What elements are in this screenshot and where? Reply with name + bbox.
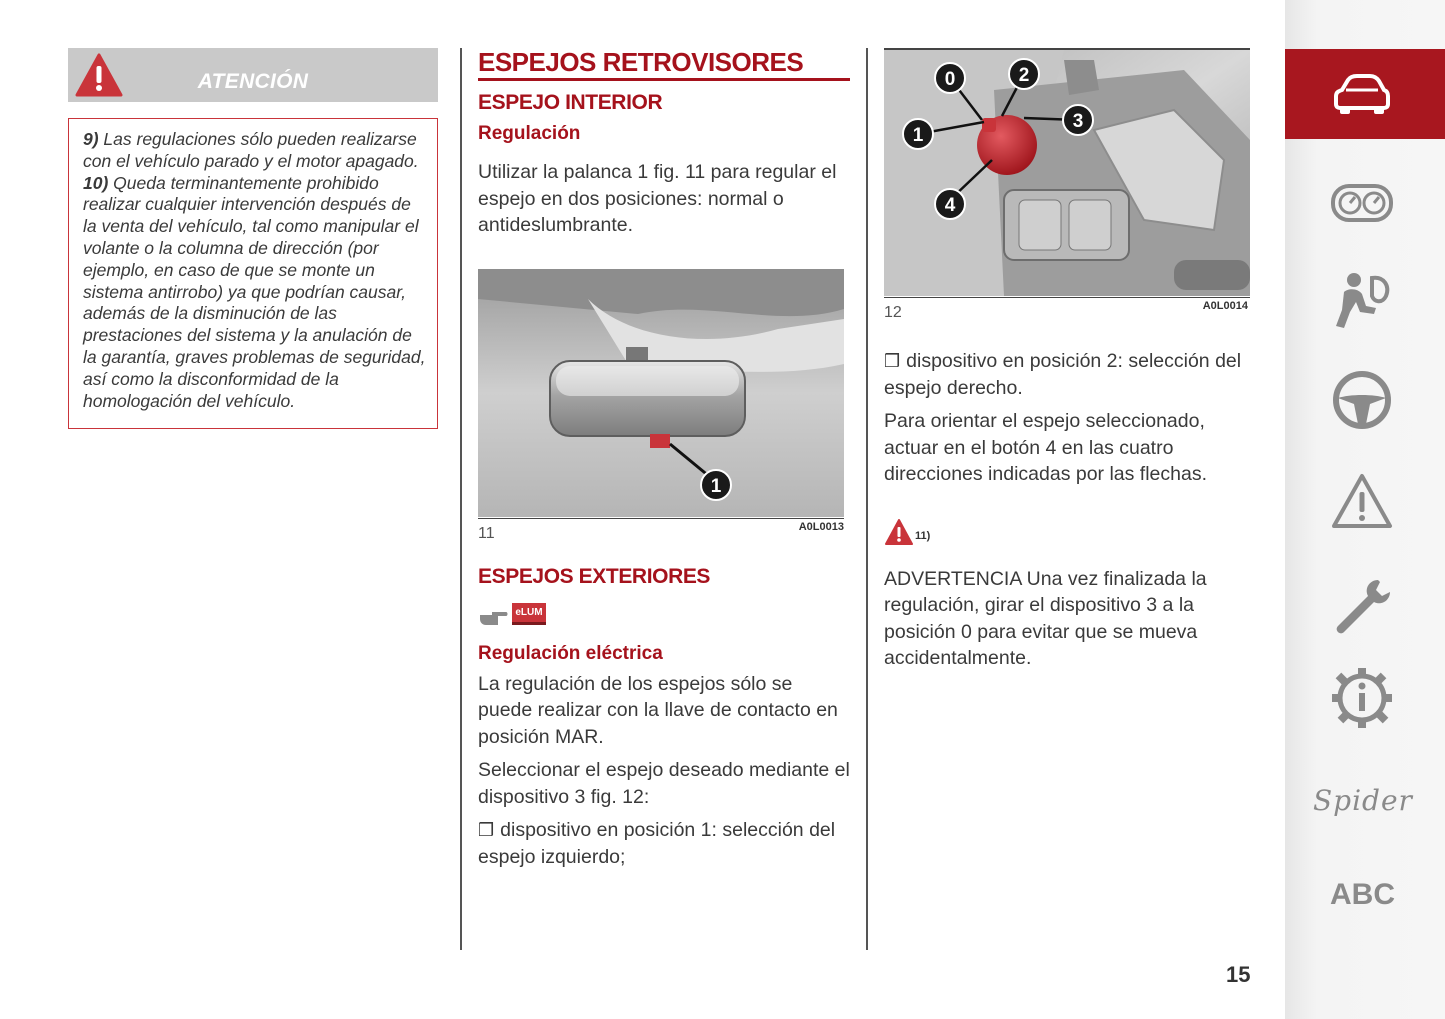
figure-11-caption xyxy=(478,519,850,543)
alphabetical-index-link[interactable]: ABC xyxy=(1330,878,1395,911)
exterior-mirrors-heading: ESPEJOS EXTERIORES xyxy=(478,564,711,588)
figure-12-number: 12 xyxy=(884,304,902,321)
interior-mirror-heading: ESPEJO INTERIOR xyxy=(478,91,663,114)
warning-ref-number: 11) xyxy=(915,529,931,542)
right-column xyxy=(884,48,1250,672)
elum-badge: eLUM xyxy=(512,603,546,625)
bullet-position-2 xyxy=(884,348,1250,401)
mirrors-column xyxy=(478,48,850,870)
dashboard-icon[interactable] xyxy=(1330,170,1394,234)
figure-12-code: A0L0014 xyxy=(1202,300,1248,312)
advertencia-paragraph: ADVERTENCIA Una vez finalizada la regulación, girar el dispositivo 3 a la posición 0 para evitar que se mueva accidentalmente. xyxy=(884,567,1207,669)
mirror-control-image xyxy=(884,50,1250,296)
section-title: ESPEJOS RETROVISORES xyxy=(478,48,850,81)
callout-1: 1 xyxy=(912,125,924,146)
info-gear-icon[interactable] xyxy=(1330,666,1394,730)
electric-regulation-subheading: Regulación eléctrica xyxy=(478,642,663,664)
warning-header xyxy=(68,48,438,102)
exterior-paragraph-1: La regulación de los espejos sólo se puede realizar con la llave de contacto en posición MAR. xyxy=(478,672,838,748)
warning-box xyxy=(68,118,438,429)
checkbox-bullet-icon: ❒ xyxy=(884,351,901,371)
small-warning-icon xyxy=(884,518,914,546)
column-divider-1 xyxy=(460,48,462,950)
car-icon[interactable] xyxy=(1330,64,1394,128)
wrench-icon[interactable] xyxy=(1330,576,1394,640)
column-divider-2 xyxy=(866,48,868,950)
warning-title: ATENCIÓN xyxy=(197,70,309,93)
note-9-text: Las regulaciones sólo pueden realizarse con el vehículo parado y el motor apagado. xyxy=(83,129,419,171)
warning-column xyxy=(68,48,438,429)
figure-11-callout: 1 xyxy=(710,475,722,497)
figure-11-number: 11 xyxy=(478,524,495,542)
note-9-number: 9) xyxy=(83,129,99,149)
bullet-position-1 xyxy=(478,817,850,870)
figure-12-caption xyxy=(884,298,1250,322)
steering-wheel-icon[interactable] xyxy=(1330,368,1394,432)
warning-reference xyxy=(884,518,1250,548)
bullet-2-text: dispositivo en posición 2: selección del espejo derecho. xyxy=(884,350,1242,399)
warning-note-10 xyxy=(83,173,427,413)
note-10-number: 10) xyxy=(83,172,109,193)
elum-indicator xyxy=(478,603,850,629)
bullet-1-text: dispositivo en posición 1: selección del espejo izquierdo; xyxy=(478,819,836,868)
callout-2: 2 xyxy=(1018,65,1030,86)
interior-text: Utilizar la palanca 1 fig. 11 para regular el espejo en dos posiciones: normal o antideslumbrante. xyxy=(478,161,837,236)
interior-regulation-subheading: Regulación xyxy=(478,123,581,144)
exterior-paragraph-2: Seleccionar el espejo deseado mediante el dispositivo 3 fig. 12: xyxy=(478,759,850,808)
callout-0: 0 xyxy=(944,69,956,90)
airbag-icon[interactable] xyxy=(1330,268,1394,332)
page-number: 15 xyxy=(1226,962,1251,987)
warning-note-9 xyxy=(83,129,427,173)
checkbox-bullet-icon: ❒ xyxy=(478,820,495,840)
figure-12 xyxy=(884,48,1250,298)
figure-11 xyxy=(478,269,844,519)
brand-logo[interactable]: Spider xyxy=(1313,784,1413,817)
warning-icon[interactable] xyxy=(1330,470,1394,534)
orientation-paragraph: Para orientar el espejo seleccionado, actuar en el botón 4 en las cuatro direcciones indicadas por las flechas. xyxy=(884,410,1208,485)
pointing-hand-icon xyxy=(478,607,510,629)
callout-3: 3 xyxy=(1072,111,1084,132)
rear-mirror-image xyxy=(478,269,844,517)
figure-11-code: A0L0013 xyxy=(798,520,844,533)
callout-4: 4 xyxy=(944,195,956,216)
note-10-text: Queda terminantemente prohibido realizar cualquier intervención después de la venta del vehículo, tal como manipular el volante o la columna de dirección (por ejemplo, en caso de que se monte un sistema antirrobo) ya que podrían causar, además de la disminución de las prestaciones del sistema y la anulación de la garantía, graves problemas de seguridad, así como la disconformidad de la homologación del vehículo. xyxy=(83,172,426,411)
